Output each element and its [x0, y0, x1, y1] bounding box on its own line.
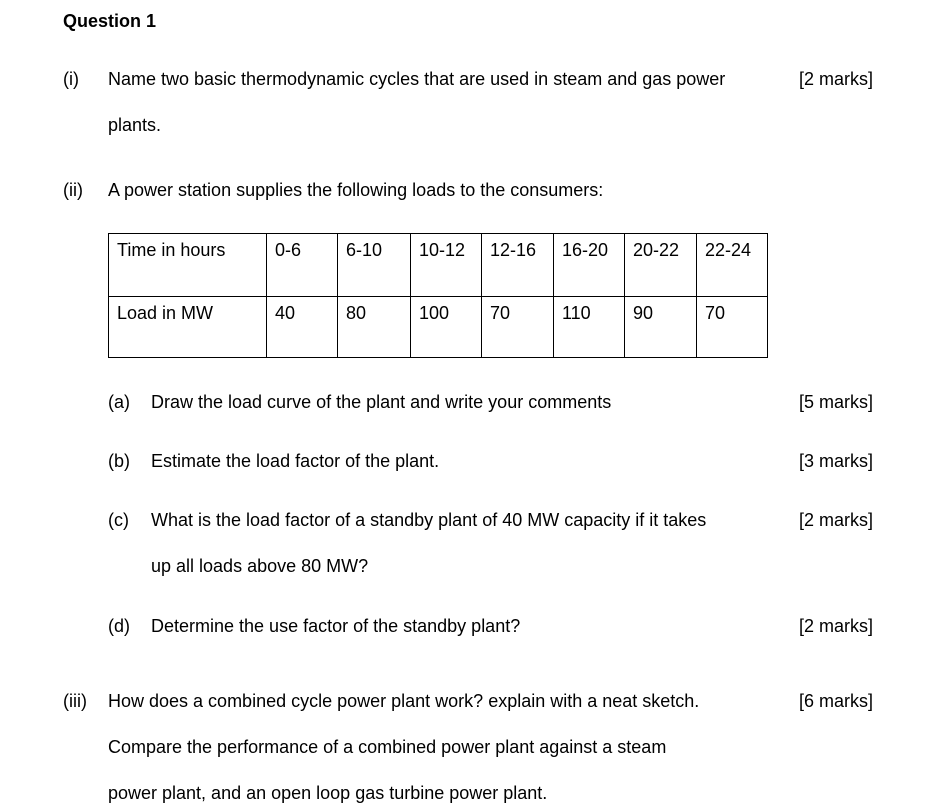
table-cell: 80: [338, 297, 411, 358]
subpart-a-text: Draw the load curve of the plant and write your comments: [151, 392, 612, 412]
table-header-cell: 20-22: [625, 234, 697, 297]
subpart-c-text-line1: What is the load factor of a standby plant of 40 MW capacity if it takes: [151, 510, 707, 530]
subpart-a-marks: [5 marks]: [799, 392, 874, 412]
subpart-c-letter: (c): [108, 510, 129, 530]
part-iii-text-line2: Compare the performance of a combined power plant against a steam: [108, 737, 667, 757]
table-header-cell: 16-20: [554, 234, 625, 297]
part-iii-text-line3: power plant, and an open loop gas turbine power plant.: [108, 783, 548, 803]
table-row-load: [109, 297, 768, 358]
subpart-b-letter: (b): [108, 451, 130, 471]
subpart-d-text: Determine the use factor of the standby plant?: [151, 616, 521, 636]
table-cell: 70: [482, 297, 554, 358]
table-row-time: [109, 234, 768, 297]
question-title: Question 1: [63, 11, 157, 31]
subpart-c-text-line2: up all loads above 80 MW?: [151, 556, 369, 576]
table-cell: 100: [411, 297, 482, 358]
table-header-cell: 6-10: [338, 234, 411, 297]
part-i-number: (i): [63, 69, 79, 89]
part-ii-number: (ii): [63, 180, 83, 200]
part-i-text-line1: Name two basic thermodynamic cycles that are used in steam and gas power: [108, 69, 726, 89]
table-cell: 90: [625, 297, 697, 358]
table-cell: 70: [697, 297, 768, 358]
table-header-cell: Time in hours: [109, 234, 267, 297]
table-header-cell: 12-16: [482, 234, 554, 297]
subpart-a-letter: (a): [108, 392, 130, 412]
table-cell: 40: [267, 297, 338, 358]
part-ii-text: A power station supplies the following loads to the consumers:: [108, 180, 604, 200]
subpart-d-marks: [2 marks]: [799, 616, 874, 636]
part-iii-number: (iii): [63, 691, 87, 711]
part-i-marks: [2 marks]: [799, 69, 874, 89]
table-header-cell: 0-6: [267, 234, 338, 297]
table-cell: Load in MW: [109, 297, 267, 358]
subpart-d-letter: (d): [108, 616, 130, 636]
subpart-b-text: Estimate the load factor of the plant.: [151, 451, 440, 471]
table-header-cell: 10-12: [411, 234, 482, 297]
part-iii-marks: [6 marks]: [799, 691, 874, 711]
table-header-cell: 22-24: [697, 234, 768, 297]
subpart-b-marks: [3 marks]: [799, 451, 874, 471]
part-i-text-line2: plants.: [108, 115, 162, 135]
subpart-c-marks: [2 marks]: [799, 510, 874, 530]
part-iii-text-line1: How does a combined cycle power plant work? explain with a neat sketch.: [108, 691, 700, 711]
table-cell: 110: [554, 297, 625, 358]
load-table: [108, 233, 768, 358]
